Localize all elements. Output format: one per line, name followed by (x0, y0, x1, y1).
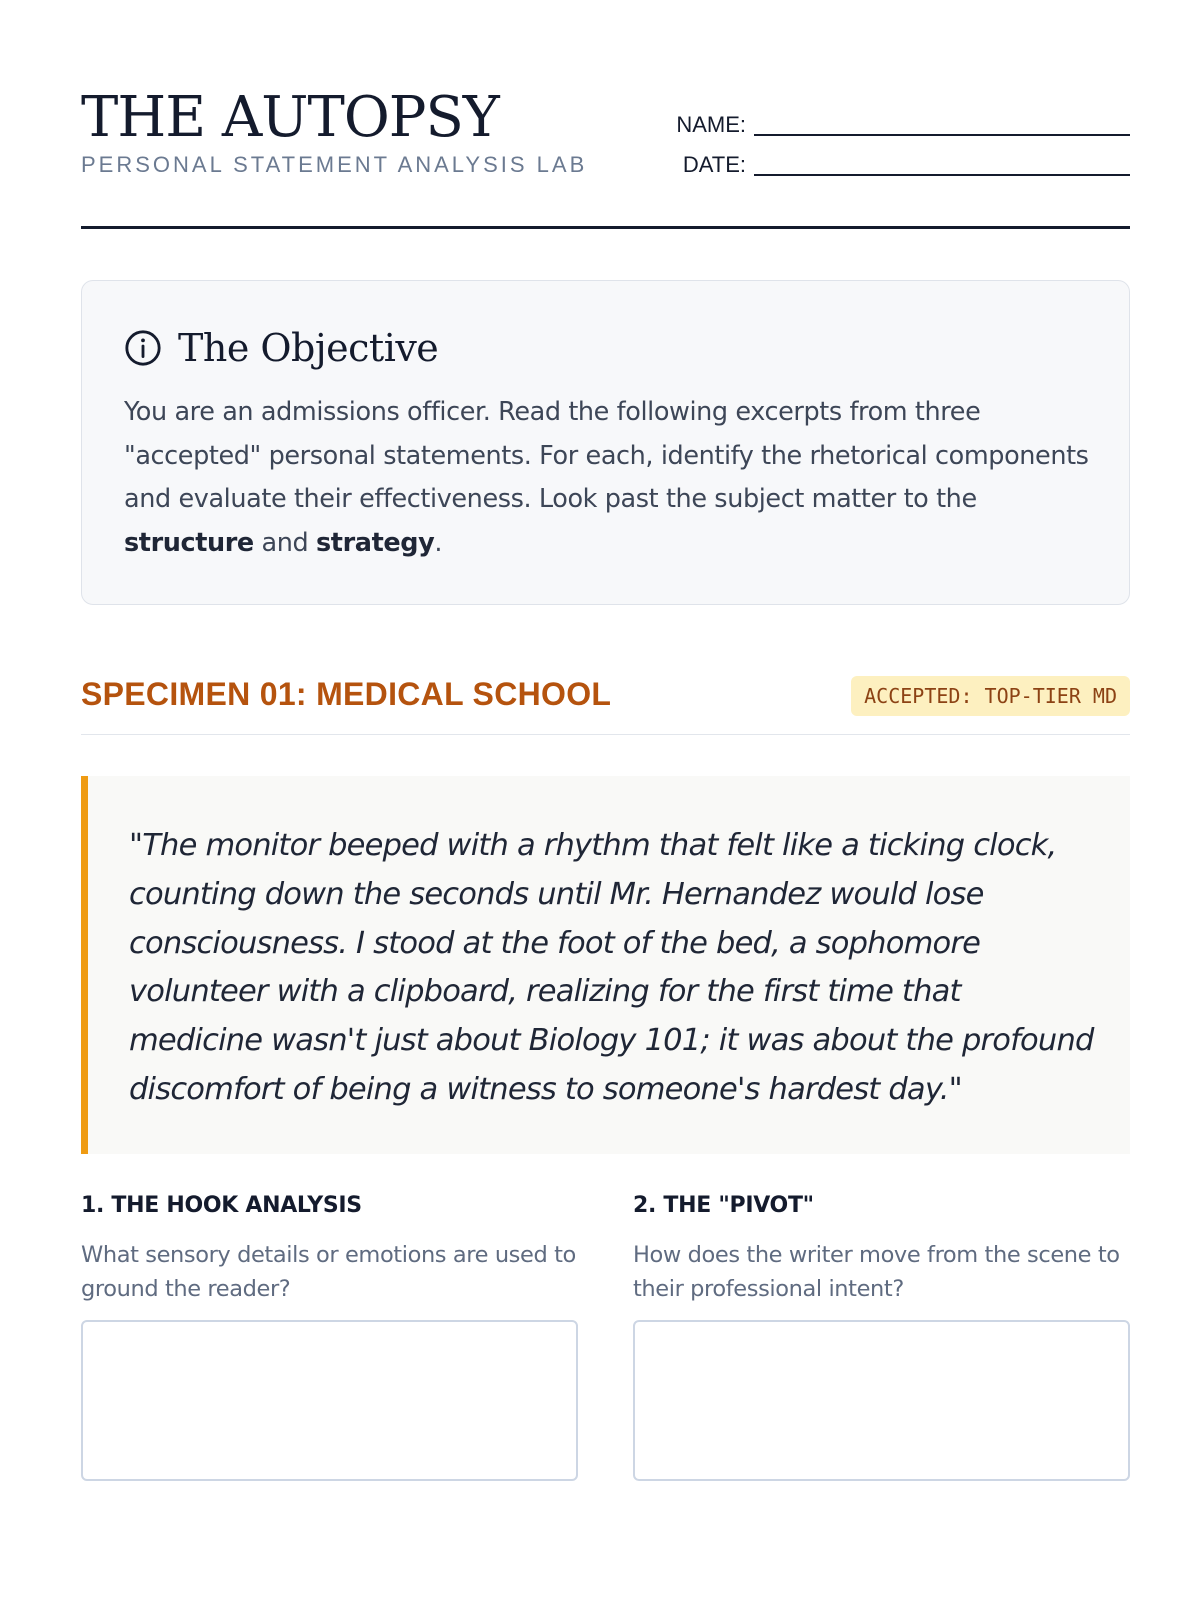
objective-text-part: You are an admissions officer. Read the following excerpts from three "accepted" personal statements. For each, identify the rhetorical components and evaluate their effectiveness. Look past the subject matter to the (124, 397, 1089, 514)
page-title: THE AUTOPSY (81, 85, 499, 150)
info-icon (124, 329, 162, 367)
objective-text-part: . (434, 527, 443, 558)
objective-box (81, 280, 1130, 605)
name-label: NAME: (676, 112, 746, 137)
date-field[interactable] (754, 150, 1130, 176)
hook-answer-box[interactable] (81, 1320, 578, 1481)
strategy-emphasis: strategy (316, 527, 435, 558)
analysis-questions (81, 1192, 1130, 1481)
structure-emphasis: structure (124, 527, 254, 558)
pivot-answer-box[interactable] (633, 1320, 1130, 1481)
worksheet-header (81, 82, 1130, 229)
specimen-quote (81, 776, 1130, 1154)
objective-heading (124, 323, 1089, 373)
status-badge: ACCEPTED: TOP-TIER MD (851, 676, 1130, 716)
date-label: DATE: (682, 152, 746, 177)
quote-text: "The monitor beeped with a rhythm that felt like a ticking clock, counting down the seconds until Mr. Hernandez would lose consciousness. I stood at the foot of the bed, a sophomore volunteer with a clipboard, realizing for the first time that medicine wasn't just about Biology 101; it was about the profound discomfort of being a witness to someone's hardest day." (129, 828, 1094, 1107)
objective-title: The Objective (178, 326, 439, 370)
question-pivot (633, 1192, 1130, 1481)
question-prompt: What sensory details or emotions are used to ground the reader? (81, 1242, 576, 1302)
page-subtitle: PERSONAL STATEMENT ANALYSIS LAB (81, 152, 588, 177)
question-prompt: How does the writer move from the scene to their professional intent? (633, 1242, 1120, 1302)
question-label: 2. THE "PIVOT" (633, 1193, 814, 1218)
name-field-row (670, 104, 1130, 138)
objective-text (124, 391, 1089, 565)
specimen-title: SPECIMEN 01: MEDICAL SCHOOL (81, 676, 612, 712)
specimen-header (81, 672, 1130, 735)
date-field-row (670, 144, 1130, 178)
objective-text-part: and (253, 527, 317, 558)
question-hook (81, 1192, 578, 1481)
name-field[interactable] (754, 110, 1130, 136)
question-label: 1. THE HOOK ANALYSIS (81, 1193, 362, 1218)
